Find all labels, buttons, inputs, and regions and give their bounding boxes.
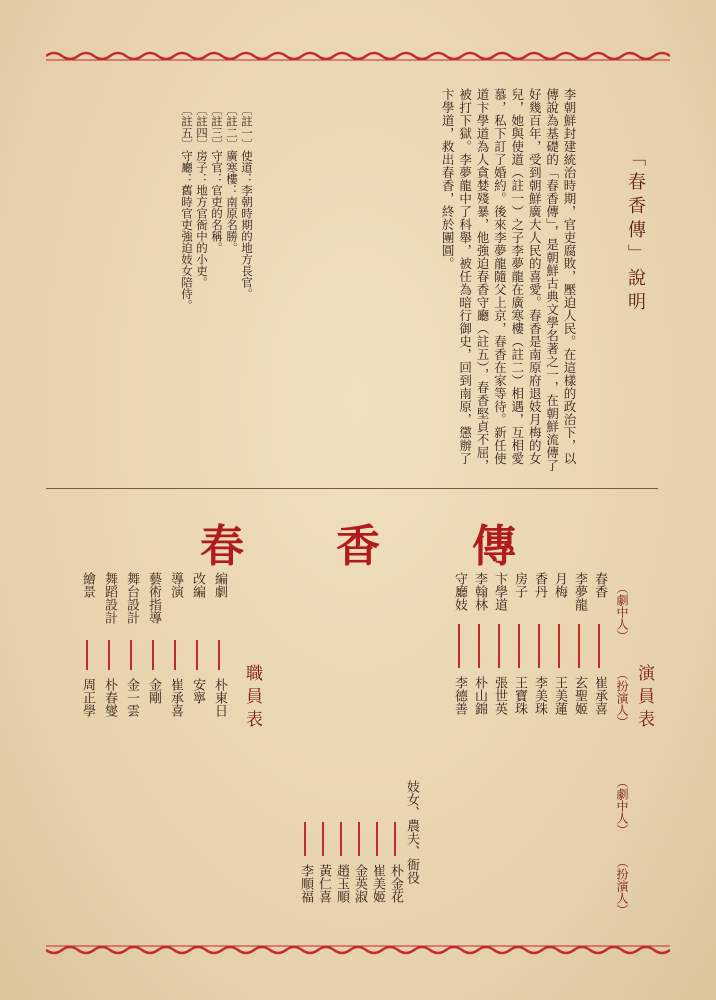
cast-separator-line — [558, 624, 560, 668]
note-2: 〔註二〕廣寒樓：南原名勝。 — [225, 104, 239, 254]
staff-role-label: 舞蹈設計 — [102, 572, 117, 624]
cast-role-name: 春香 — [592, 572, 607, 598]
cast-separator-line — [498, 624, 500, 668]
staff-role-label: 藝術指導 — [146, 572, 161, 624]
dancer-separator-line — [322, 822, 324, 856]
cast-role-name: 月梅 — [552, 572, 567, 598]
document-side-title: 「春香傳」說明 — [625, 148, 646, 316]
cast-role-name: 卞學道 — [492, 572, 507, 611]
staff-separator-line — [218, 640, 220, 670]
cast-actor-name: 王美蓮 — [552, 676, 567, 715]
staff-member-name: 金剛 — [146, 678, 161, 704]
staff-member-name: 金一雲 — [124, 678, 139, 717]
cast-actor-name: 玄聖姬 — [572, 676, 587, 715]
staff-role-label: 繪景 — [80, 572, 95, 598]
dancer-separator-line — [376, 822, 378, 856]
cast-separator-line — [478, 624, 480, 668]
cast-actor-name: 李德善 — [452, 676, 467, 715]
staff-separator-line — [152, 640, 154, 670]
dancer-name: 朴金花 — [388, 864, 403, 903]
intro-paragraph-text: 李朝鮮封建統治時期，官吏腐敗，壓迫人民。在這樣的政治下，以傳說為基礎的「春香傳」，是朝鮮古典文學名著之一，在朝鮮流傳了好幾百年，受到朝鮮廣大人民的喜愛。春香是南原府退妓月梅的女兒，她與使道（註一）之子李夢龍在廣寒樓（註二）相遇，互相愛慕，私下訂了婚約。後來李夢龍隨父上京，春香在家等待。新任使道卞學道為人貪婪殘暴，他強迫春香守廳（註五），春香堅貞不屈，被打下獄。李夢龍中了科舉，被任為暗行御史，回到南原，懲辦了卞學道，救出春香，終於團圓。 — [440, 88, 577, 472]
staff-separator-line — [86, 640, 88, 670]
dancer-name: 金英淑 — [352, 864, 367, 903]
cast-role-name: 守廳妓 — [452, 572, 467, 611]
staff-role-label: 編劇 — [212, 572, 227, 598]
cast-role-name: 房子 — [512, 572, 527, 598]
cast-actor-name: 張世英 — [492, 676, 507, 715]
cast-actor-name: 李美珠 — [532, 676, 547, 715]
staff-separator-line — [196, 640, 198, 670]
cast-role-name: 李夢龍 — [572, 572, 587, 611]
dancer-name: 崔美姬 — [370, 864, 385, 903]
cast-separator-line — [538, 624, 540, 668]
dancer-separator-line — [340, 822, 342, 856]
staff-role-label: 改編 — [190, 572, 205, 598]
staff-separator-line — [174, 640, 176, 670]
dancer-name: 趙玉順 — [334, 864, 349, 903]
cast-actor-name: 朴山錦 — [472, 676, 487, 715]
dancer-separator-line — [358, 822, 360, 856]
cast-group-label: 妓女、農夫、衙役 — [404, 780, 419, 884]
dancer-separator-line — [394, 822, 396, 856]
staff-member-name: 朴東日 — [212, 678, 227, 717]
dancer-separator-line — [304, 822, 306, 856]
cast-separator-line — [518, 624, 520, 668]
staff-member-name: 周正學 — [80, 678, 95, 717]
cast-actor-header-bottom: （扮演人） — [615, 856, 629, 916]
cast-role-name: 香丹 — [532, 572, 547, 598]
staff-separator-line — [130, 640, 132, 670]
staff-member-name: 崔承喜 — [168, 678, 183, 717]
dancer-name: 黃仁喜 — [316, 864, 331, 903]
note-1: 〔註一〕使道：李朝時期的地方長官。 — [240, 104, 254, 300]
cast-separator-line — [598, 624, 600, 668]
staff-member-name: 安寧 — [190, 678, 205, 704]
top-decorative-border — [46, 50, 670, 60]
staff-title: 職員表 — [242, 664, 262, 733]
cast-actor-name: 崔承喜 — [592, 676, 607, 715]
note-3: 〔註三〕守官：官吏的名稱。 — [210, 104, 224, 254]
intro-paragraph — [214, 88, 578, 472]
staff-separator-line — [108, 640, 110, 670]
cast-separator-line — [458, 624, 460, 668]
staff-role-label: 導演 — [168, 572, 183, 598]
cast-role-header-bottom: （劇中人） — [615, 776, 629, 836]
staff-role-label: 舞台設計 — [124, 572, 139, 624]
staff-member-name: 朴春燮 — [102, 678, 117, 717]
cast-actor-header-top: （扮演人） — [615, 668, 629, 728]
cast-role-header-top: （劇中人） — [615, 582, 629, 642]
section-divider — [46, 488, 658, 489]
cast-separator-line — [578, 624, 580, 668]
cast-actor-name: 王寶珠 — [512, 676, 527, 715]
dancer-name: 李順福 — [298, 864, 313, 903]
notes-block — [58, 104, 254, 464]
note-4: 〔註四〕房子：地方官衙中的小吏。 — [195, 104, 209, 288]
note-5: 〔註五〕守廳：舊時官吏強迫妓女陪侍。 — [180, 104, 194, 311]
cast-role-name: 李翰林 — [472, 572, 487, 611]
cast-title: 演員表 — [634, 664, 654, 733]
bottom-decorative-border — [46, 944, 670, 954]
main-heading: 春香傳 — [200, 521, 608, 572]
